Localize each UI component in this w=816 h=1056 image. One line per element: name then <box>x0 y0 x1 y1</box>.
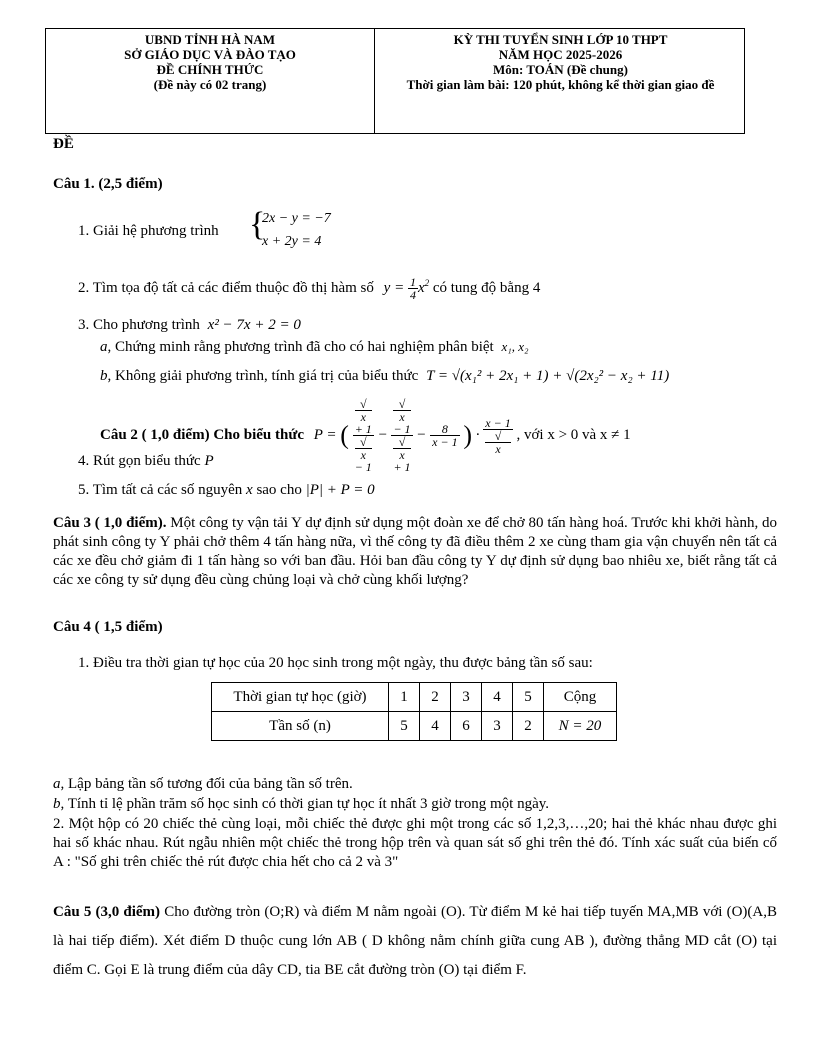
row-label-frequency: Tần số (n) <box>212 712 389 741</box>
p-expression: P = ( √ x + 1 √ x − 1 − √ x − 1 √ x + 1 − $\frac{8}{x - 1}$ ) · x − 1 √ x <box>313 397 511 474</box>
exam-header <box>45 28 745 134</box>
de-label: ĐỀ <box>53 136 74 152</box>
q2-item5 <box>78 482 375 499</box>
q1-item3-eq: x² − 7x + 2 = 0 <box>207 317 301 333</box>
q4-item2: 2. Một hộp có 20 chiếc thẻ cùng loại, mỗi chiếc thẻ được ghi một trong các số 1,2,3,…,20; hai thẻ khác nhau được ghi hai số khác nhau. Rút ngẫu nhiên một chiếc thẻ trong hộp trên và quan sát số ghi trên thẻ đó. Tính xác suất của biến cố A : "Số ghi trên chiếc thẻ rút được chia hết cho cả 2 và 3" <box>53 816 777 870</box>
header-left <box>46 32 374 92</box>
frac-1: √ x + 1 √ x − 1 <box>354 397 372 474</box>
table-cell: 3 <box>451 683 482 712</box>
exam-name: KỲ THI TUYỂN SINH LỚP 10 THPT <box>453 32 668 47</box>
table-cell: 5 <box>389 712 420 741</box>
table-cell: 5 <box>513 683 544 712</box>
q2-condition: , với x > 0 và x ≠ 1 <box>516 426 631 443</box>
frac-2: √ x − 1 √ x + 1 <box>393 397 411 474</box>
part-a-marker: a <box>53 776 61 792</box>
q1-item1: 1. Giải hệ phương trình <box>78 223 219 239</box>
q2-title: Câu 2 ( 1,0 điểm) Cho biểu thức <box>100 426 305 443</box>
q5-title: Câu 5 (3,0 điểm) <box>53 904 161 920</box>
table-cell: 6 <box>451 712 482 741</box>
table-row <box>212 683 617 712</box>
table-total: N = 20 <box>544 712 617 741</box>
subject: Môn: TOÁN (Đề chung) <box>493 62 628 77</box>
frequency-table <box>211 682 617 741</box>
q4-title: Câu 4 ( 1,5 điểm) <box>53 619 163 635</box>
q1-item3-label: 3. Cho phương trình <box>78 317 200 333</box>
q2-item5-eq: |P| + P = 0 <box>305 482 375 498</box>
q1-a-text: , Chứng minh rằng phương trình đã cho có hai nghiệm phân biệt <box>107 339 494 355</box>
time-limit: Thời gian làm bài: 120 phút, không kể thời gian giao đề <box>406 77 715 92</box>
q1-title: Câu 1. (2,5 điểm) <box>53 176 163 192</box>
q1-item2-post: có tung độ bằng 4 <box>432 279 541 296</box>
page-count: (Đề này có 02 trang) <box>153 77 267 92</box>
q2-item5-post: sao cho <box>256 482 302 498</box>
q4-a-text: , Lập bảng tần số tương đối của bảng tần số trên. <box>60 776 353 792</box>
q1-eq2: x + 2y = 4 <box>262 234 322 249</box>
part-b-marker: b <box>100 368 108 384</box>
header-right <box>375 32 746 92</box>
q5-text: Cho đường tròn (O;R) và điểm M nằm ngoài (O). Từ điểm M kẻ hai tiếp tuyến MA,MB với (O)(A,B là hai tiếp điểm). Xét điểm D thuộc cung lớn AB ( D không nằm chính giữa cung AB ), đường thẳng MD cắt (O) tại điểm C. Gọi E là trung điểm của dây CD, tia BE cắt đường tròn (O) tại điểm F. <box>53 904 778 978</box>
q1-part-b <box>100 368 669 385</box>
table-cell: 2 <box>513 712 544 741</box>
q1-item2-pre: 2. Tìm tọa độ tất cả các điểm thuộc đồ thị hàm số <box>78 279 374 296</box>
q1-b-text: , Không giải phương trình, tính giá trị của biểu thức <box>107 368 419 384</box>
function-expr: y = $\frac{1}{4}$ $x^2$ <box>383 275 430 302</box>
q1-item2 <box>78 276 540 301</box>
q3-paragraph <box>53 514 777 590</box>
q2-item4 <box>78 453 214 470</box>
frac-3: $\frac{8}{x - 1}$ <box>432 422 458 449</box>
part-a-marker: a <box>100 339 108 355</box>
table-cell: 2 <box>420 683 451 712</box>
frac-4: x − 1 √ x <box>485 415 511 456</box>
q2-item5-label: 5. Tìm tất cả các số nguyên <box>78 482 243 498</box>
q1-a-roots: x₁, x₂ <box>501 339 529 354</box>
row-label-time: Thời gian tự học (giờ) <box>212 683 389 712</box>
q3-text: Một công ty vận tải Y dự định sử dụng một đoàn xe để chở 80 tấn hàng hoá. Trước khi khởi hành, do phát sinh công ty Y phải chở thêm 4 tấn hàng nữa, vì thế công ty đã điều thêm 2 xe cùng tham gia vận chuyển nên tất cả các xe đều chở giảm đi 1 tấn hàng so với ban đầu. Hỏi ban đầu công ty Y dự định sử dụng bao nhiêu xe, biết rằng tất cả các xe công ty sử dụng đều cùng chủng loại và chở cùng khối lượng? <box>53 515 778 588</box>
table-cell: 4 <box>482 683 513 712</box>
table-total-header: Cộng <box>544 683 617 712</box>
table-cell: 4 <box>420 712 451 741</box>
q4-b-text: , Tính tỉ lệ phần trăm số học sinh có thời gian tự học ít nhất 3 giờ trong một ngày. <box>60 796 550 812</box>
q2-item4-label: 4. Rút gọn biểu thức <box>78 453 201 469</box>
official-label: ĐỀ CHÍNH THỨC <box>156 62 264 77</box>
q2-item4-var: P <box>204 453 214 469</box>
q1-b-expr: T = √(x₁² + 2x₁ + 1) + √(2x₂² − x₂ + 11) <box>426 368 670 384</box>
q4-part-b <box>53 796 549 813</box>
table-row <box>212 712 617 741</box>
q4-part-a <box>53 776 353 793</box>
q1-part-a <box>100 339 529 356</box>
part-b-marker: b <box>53 796 61 812</box>
q1-item3 <box>78 317 301 334</box>
table-cell: 1 <box>389 683 420 712</box>
q1-eq1: 2x − y = −7 <box>262 211 331 226</box>
fraction-quarter: $\frac{1}{4}$ <box>409 275 416 302</box>
authority: UBND TỈNH HÀ NAM <box>144 32 276 47</box>
q4-item1: 1. Điều tra thời gian tự học của 20 học sinh trong một ngày, thu được bảng tần số sau: <box>78 655 593 671</box>
school-year: NĂM HỌC 2025-2026 <box>498 47 623 62</box>
table-cell: 3 <box>482 712 513 741</box>
q5-paragraph <box>53 898 777 985</box>
q3-title: Câu 3 ( 1,0 điểm). <box>53 515 167 531</box>
q2-item5-var: x <box>246 482 253 498</box>
department: SỞ GIÁO DỤC VÀ ĐÀO TẠO <box>124 47 296 62</box>
brace-icon: { <box>249 206 266 243</box>
